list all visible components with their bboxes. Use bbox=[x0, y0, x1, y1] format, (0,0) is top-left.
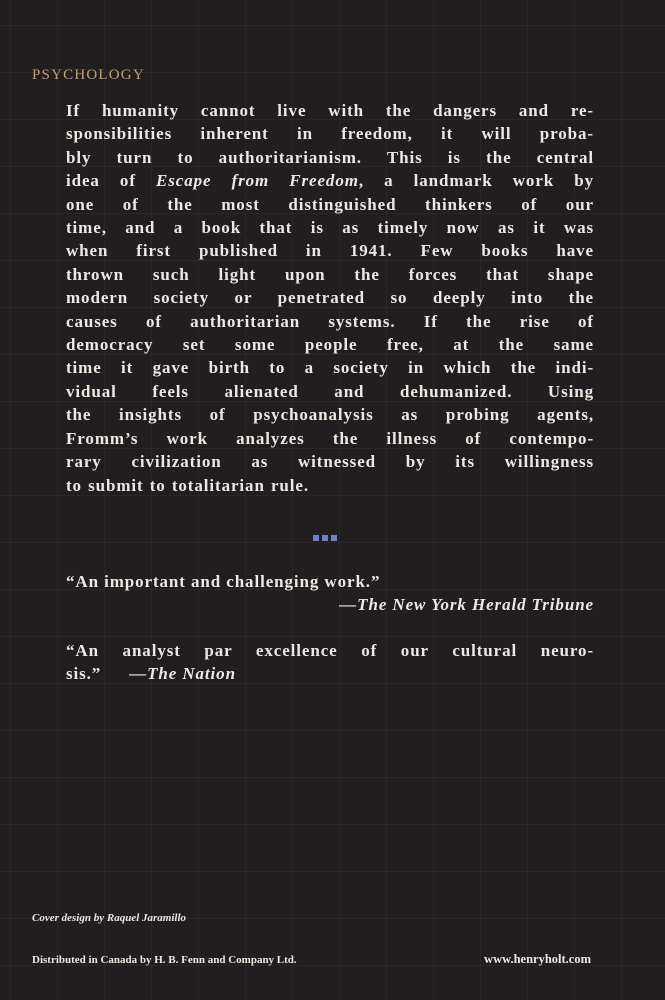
category-label: PSYCHOLOGY bbox=[32, 67, 145, 83]
blurb-line: rary civilization as witnessed by its willingness bbox=[66, 452, 594, 472]
blurb-line: democracy set some people free, at the same bbox=[66, 335, 594, 355]
blurb-text: , a landmark work by bbox=[358, 171, 594, 191]
review-quote-1 bbox=[66, 570, 594, 617]
blurb-line: causes of authoritarian systems. If the rise of bbox=[66, 311, 594, 331]
divider-square bbox=[313, 535, 319, 541]
quote-text: “An important and challenging work.” bbox=[66, 572, 381, 591]
publisher-website: www.henryholt.com bbox=[484, 952, 591, 966]
review-quote-2 bbox=[66, 639, 594, 686]
blurb-line-title bbox=[66, 169, 594, 192]
distribution-note: Distributed in Canada by H. B. Fenn and Company Ltd. bbox=[32, 954, 297, 966]
blurb-line: sponsibilities inherent in freedom, it will proba- bbox=[66, 124, 594, 144]
divider-square bbox=[331, 535, 337, 541]
book-title: Escape from Freedom bbox=[156, 171, 359, 191]
blurb-line: when first published in 1941. Few books have bbox=[66, 241, 594, 261]
quote-attribution: —The New York Herald Tribune bbox=[339, 595, 594, 615]
quote-attribution: —The Nation bbox=[129, 664, 236, 684]
cover-design-credit: Cover design by Raquel Jaramillo bbox=[32, 912, 186, 924]
blurb-line: the insights of psychoanalysis as probing agents, bbox=[66, 405, 594, 425]
blurb-line: one of the most distinguished thinkers of our bbox=[66, 194, 594, 214]
blurb-line: bly turn to authoritarianism. This is the central bbox=[66, 147, 594, 167]
blurb-line: modern society or penetrated so deeply into the bbox=[66, 288, 594, 308]
quote-second-line bbox=[66, 662, 594, 685]
blurb-text: idea of bbox=[66, 171, 157, 191]
divider-square bbox=[322, 535, 328, 541]
blurb-line: If humanity cannot live with the dangers and re- bbox=[66, 101, 594, 120]
section-divider bbox=[313, 535, 337, 541]
blurb-line: time it gave birth to a society in which the indi- bbox=[66, 358, 594, 378]
quote-text: sis.” bbox=[66, 664, 102, 684]
blurb-line: time, and a book that is as timely now as it was bbox=[66, 218, 594, 238]
quote-text: “An analyst par excellence of our cultural neuro- bbox=[66, 641, 594, 660]
blurb-line: to submit to totalitarian rule. bbox=[66, 475, 309, 495]
blurb-line: vidual feels alienated and dehumanized. Using bbox=[66, 381, 594, 401]
blurb-line: thrown such light upon the forces that shape bbox=[66, 264, 594, 284]
description-blurb bbox=[66, 99, 594, 497]
blurb-line: Fromm’s work analyzes the illness of contempo- bbox=[66, 428, 594, 448]
